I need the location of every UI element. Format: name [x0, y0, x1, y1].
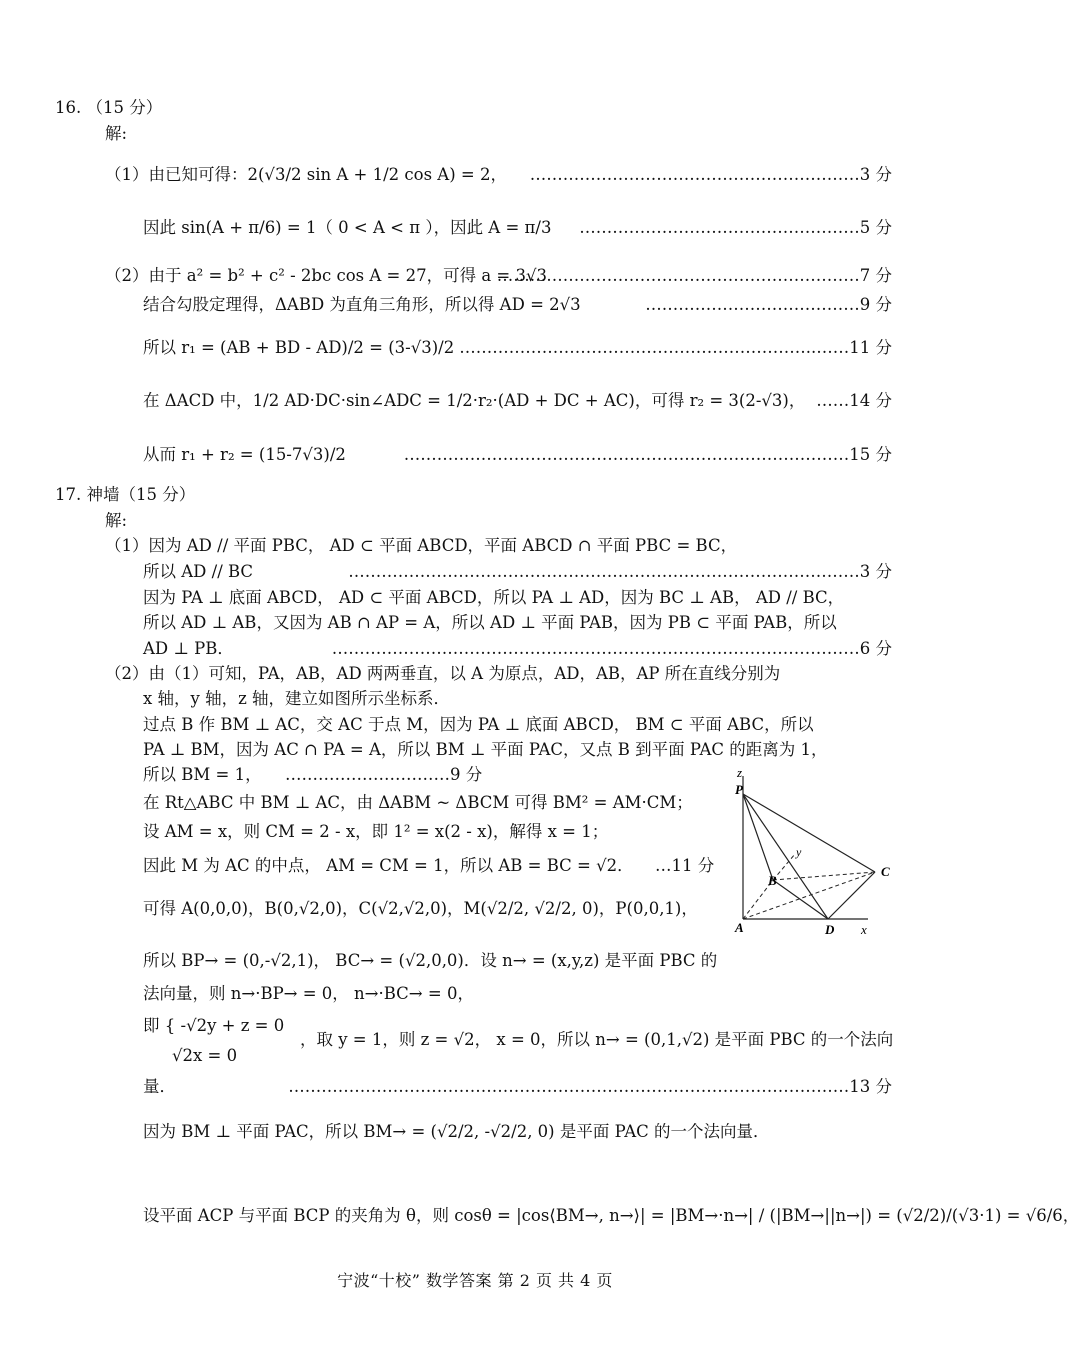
q17-line1: （1）因为 AD // 平面 PBC， AD ⊂ 平面 ABCD，平面 ABCD ∩ 平面 PBC = BC， [105, 536, 738, 555]
q16-solve: 解: [105, 124, 128, 143]
q17-solve: 解: [105, 511, 128, 530]
q17-heading: 17. 神墙（15 分） [55, 485, 196, 504]
q16-p2-line3-score: ………………………………………………………..……11 分 [459, 338, 892, 357]
q17-system-line2: √2x = 0 [172, 1046, 238, 1065]
q17-line11: 在 Rt△ABC 中 BM ⊥ AC，由 ΔABM ~ ΔBCM 可得 BM² = AM·CM； [143, 793, 693, 812]
label-P: P [735, 782, 743, 797]
q16-p1-line2: 因此 sin(A + π/6) = 1（ 0 < A < π ），因此 A = π/3 [143, 218, 552, 237]
q17-line13-score: …11 分 [655, 856, 715, 875]
q17-line4: 所以 AD ⊥ AB，又因为 AB ∩ AP = A，所以 AD ⊥ 平面 PAB，因为 PB ⊂ 平面 PAB，所以 [143, 613, 837, 632]
label-B: B [768, 873, 777, 888]
label-A: A [735, 920, 744, 935]
edge-PB [743, 794, 773, 880]
label-C: C [881, 864, 890, 879]
q17-line7: x 轴，y 轴，z 轴，建立如图所示坐标系． [143, 689, 451, 708]
q17-line18-score: …………………………………………………………………………………………13 分 [288, 1077, 892, 1096]
edge-PC [743, 794, 875, 872]
q16-p2-line4-score: ……14 分 [816, 391, 892, 410]
q17-line20: 设平面 ACP 与平面 BCP 的夹角为 θ，则 cosθ = |cos⟨BM→, n→⟩| = |BM→·n→| / (|BM→||n→|) = (√2/2)/(√3·1) = √6/6， [143, 1206, 1079, 1225]
page-footer: 宁波“十校” 数学答案 第 2 页 共 4 页 [337, 1271, 613, 1290]
q16-p2-line2-score: …………………………………9 分 [645, 295, 892, 314]
q16-p2-line2: 结合勾股定理得，ΔABD 为直角三角形，所以得 AD = 2√3 [143, 295, 581, 314]
q17-line13: 因此 M 为 AC 的中点， AM = CM = 1，所以 AB = BC = √2． [143, 856, 634, 875]
label-x: x [861, 922, 867, 937]
q17-line15: 所以 BP→ = (0,-√2,1)， BC→ = (√2,0,0)．设 n→ = (x,y,z) 是平面 PBC 的 [143, 951, 718, 970]
q17-line17-rest: ，取 y = 1，则 z = √2， x = 0，所以 n→ = (0,1,√2) 是平面 PBC 的一个法向 [300, 1030, 894, 1049]
q16-heading: 16. （15 分） [55, 98, 163, 117]
label-y: y [796, 845, 802, 859]
q17-line10: 所以 BM = 1， [143, 765, 262, 784]
label-z: z [737, 765, 743, 780]
q16-p2-line1: （2）由于 a² = b² + c² - 2bc cos A = 27，可得 a = 3√3 [105, 266, 547, 285]
q17-line8: 过点 B 作 BM ⊥ AC，交 AC 于点 M，因为 PA ⊥ 底面 ABCD， BM ⊂ 平面 ABC，所以 [143, 715, 814, 734]
edge-DC [828, 872, 875, 919]
edge-PD [743, 794, 828, 919]
q17-line9: PA ⊥ BM，因为 AC ∩ PA = A，所以 BM ⊥ 平面 PAC，又点 B 到平面 PAC 的距离为 1， [143, 740, 828, 759]
edge-AC [743, 872, 875, 919]
edge-BD [773, 880, 828, 919]
q16-p1-line1: （1）由已知可得：2(√3/2 sin A + 1/2 cos A) = 2， [105, 165, 507, 184]
q16-p2-line1-score: …………………………………………………………7 分 [496, 266, 892, 285]
q17-line10-score: …………………………9 分 [285, 765, 483, 784]
q17-line6: （2）由（1）可知，PA，AB，AD 两两垂直，以 A 为原点，AD，AB，AP 所在直线分别为 [105, 664, 781, 683]
q17-line5: AD ⊥ PB． [143, 639, 234, 658]
q17-line14: 可得 A(0,0,0)，B(0,√2,0)，C(√2,√2,0)，M(√2/2, √2/2, 0)，P(0,0,1)， [143, 899, 698, 918]
q17-line16: 法向量，则 n→·BP→ = 0， n→·BC→ = 0， [143, 984, 474, 1003]
q17-line2-score: …………………………………………………………………………………3 分 [348, 562, 892, 581]
q17-line5-score: ……………………………………………………………………………………6 分 [331, 639, 892, 658]
q16-p2-line5: 从而 r₁ + r₂ = (15-7√3)/2 [143, 445, 346, 464]
q17-line3: 因为 PA ⊥ 底面 ABCD， AD ⊂ 平面 ABCD，所以 PA ⊥ AD，因为 BC ⊥ AB， AD // BC， [143, 588, 845, 607]
q17-line12: 设 AM = x，则 CM = 2 - x，即 1² = x(2 - x)，解得 x = 1； [143, 822, 609, 841]
q17-line19: 因为 BM ⊥ 平面 PAC，所以 BM→ = (√2/2, -√2/2, 0) 是平面 PAC 的一个法向量． [143, 1122, 770, 1141]
q16-p2-line3: 所以 r₁ = (AB + BD - AD)/2 = (3-√3)/2 [143, 338, 455, 357]
label-D: D [825, 922, 835, 937]
q16-p1-line2-score: ……………………………………………5 分 [579, 218, 892, 237]
q16-p2-line5-score: ………………………………………………………………………15 分 [403, 445, 892, 464]
q17-system-line1: 即 { -√2y + z = 0 [143, 1016, 285, 1035]
q16-p1-line1-score: ……………………………………………………3 分 [529, 165, 892, 184]
q17-line18: 量． [143, 1077, 176, 1096]
q17-line2: 所以 AD // BC [143, 562, 254, 581]
pyramid-figure [733, 764, 903, 936]
edge-BC [773, 872, 875, 880]
q16-p2-line4: 在 ΔACD 中，1/2 AD·DC·sin∠ADC = 1/2·r₂·(AD + DC + AC)，可得 r₂ = 3(2-√3)， [143, 391, 806, 410]
